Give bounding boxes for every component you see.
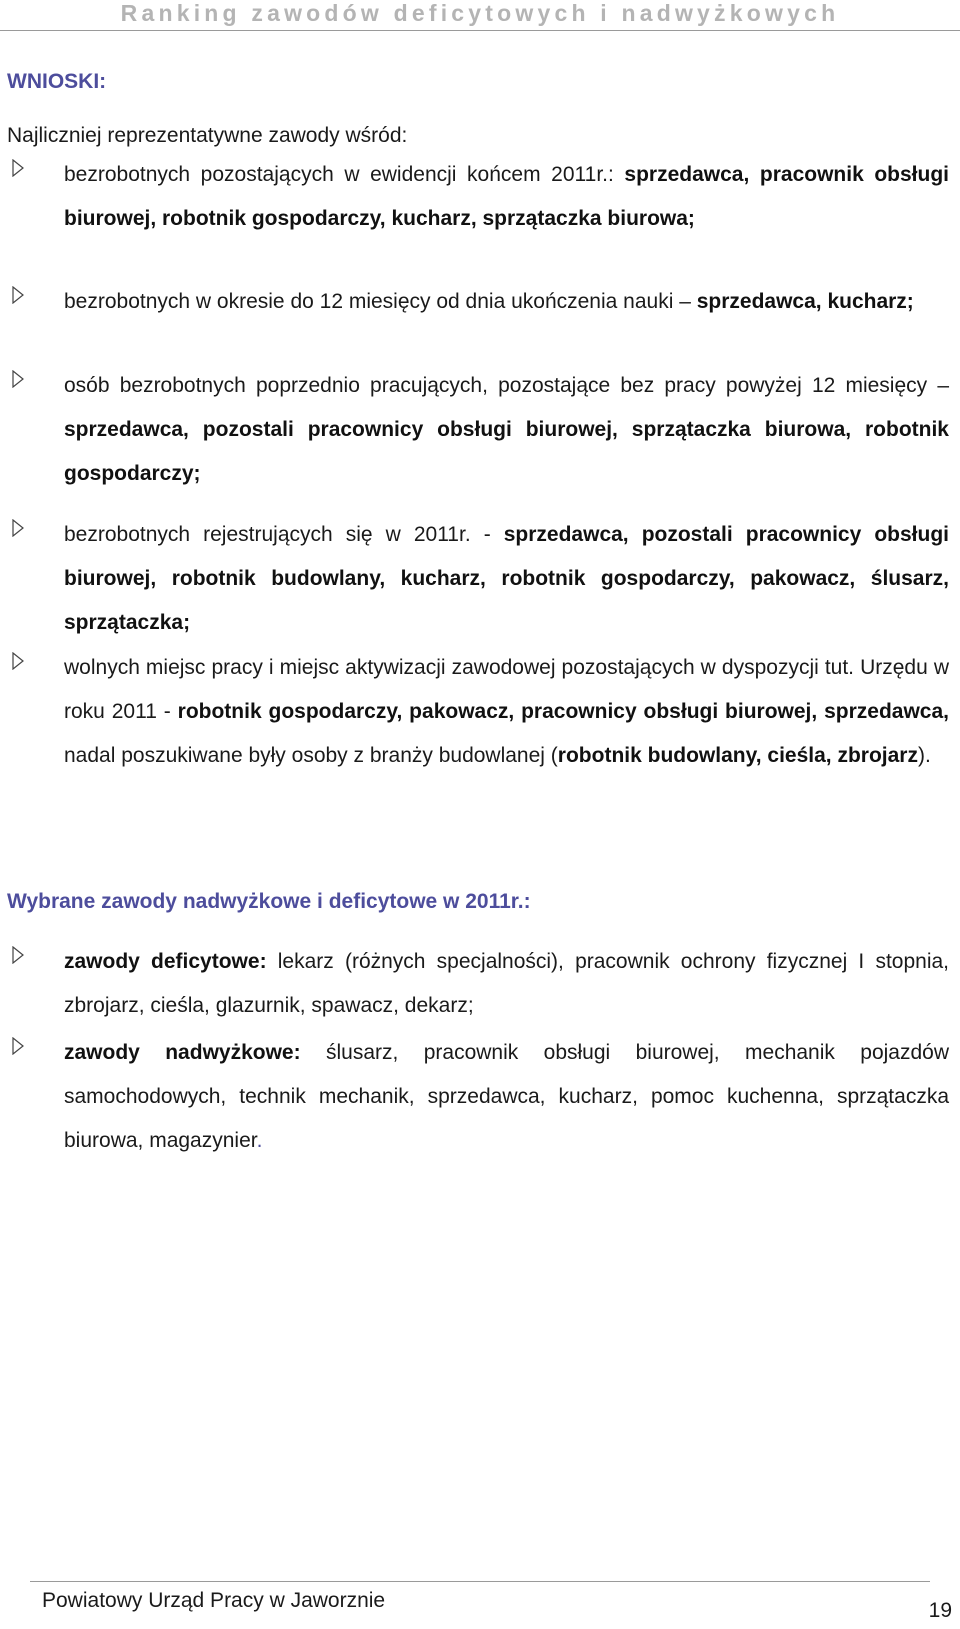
conclusion-text: bezrobotnych rejestrujących się w 2011r. - sprzedawca, pozostali pracownicy obsługi biurowej, robotnik budowlany, kucharz, robotnik gospodarczy, pakowacz, ślusarz, sprzątaczka; bbox=[64, 523, 949, 634]
running-header: Ranking zawodów deficytowych i nadwyżkowych bbox=[120, 0, 840, 26]
conclusion-text: wolnych miejsc pracy i miejsc aktywizacji zawodowej pozostających w dyspozycji tut. Urzędu w roku 2011 - robotnik gospodarczy, pakowacz, pracownicy obsługi biurowej, sprzedawca, nadal poszukiwane były osoby z branży budowlanej (robotnik budowlany, cieśla, zbrojarz). bbox=[64, 656, 949, 767]
conclusion-item bbox=[7, 153, 949, 241]
conclusion-item bbox=[7, 513, 949, 645]
conclusions-heading: WNIOSKI: bbox=[7, 70, 107, 93]
arrow-bullet-icon bbox=[10, 1037, 26, 1055]
arrow-bullet-icon bbox=[10, 652, 26, 670]
arrow-bullet-icon bbox=[10, 946, 26, 964]
conclusions-intro: Najliczniej reprezentatywne zawody wśród: bbox=[7, 124, 408, 147]
occupation-group-text: zawody deficytowe: lekarz (różnych specjalności), pracownik ochrony fizycznej I stopnia, zbrojarz, cieśla, glazurnik, spawacz, dekarz; bbox=[64, 950, 949, 1017]
conclusion-text: osób bezrobotnych poprzednio pracujących, pozostające bez pracy powyżej 12 miesięcy – sprzedawca, pozostali pracownicy obsługi biurowej, sprzątaczka biurowa, robotnik gospodarczy; bbox=[64, 374, 949, 485]
conclusion-text: bezrobotnych w okresie do 12 miesięcy od dnia ukończenia nauki – sprzedawca, kucharz; bbox=[64, 290, 914, 313]
occupation-group-text: zawody nadwyżkowe: ślusarz, pracownik obsługi biurowej, mechanik pojazdów samochodowych, technik mechanik, sprzedawca, kucharz, pomoc kuchenna, sprzątaczka biurowa, magazynier. bbox=[64, 1041, 950, 1152]
conclusion-item bbox=[7, 646, 949, 778]
header-divider bbox=[0, 30, 960, 31]
arrow-bullet-icon bbox=[10, 370, 26, 388]
occupation-group-item bbox=[7, 1031, 949, 1163]
arrow-bullet-icon bbox=[10, 286, 26, 304]
arrow-bullet-icon bbox=[10, 159, 26, 177]
arrow-bullet-icon bbox=[10, 519, 26, 537]
conclusion-item bbox=[7, 364, 949, 496]
footer-organization: Powiatowy Urząd Pracy w Jaworznie bbox=[42, 1589, 386, 1612]
selected-occupations-heading: Wybrane zawody nadwyżkowe i deficytowe w 2011r.: bbox=[7, 890, 531, 913]
conclusion-item bbox=[7, 280, 949, 324]
occupation-group-item bbox=[7, 940, 949, 1028]
footer-divider bbox=[30, 1581, 930, 1582]
conclusion-text: bezrobotnych pozostających w ewidencji końcem 2011r.: sprzedawca, pracownik obsługi biurowej, robotnik gospodarczy, kucharz, sprzątaczka biurowa; bbox=[64, 163, 949, 230]
page-number: 19 bbox=[928, 1599, 952, 1622]
